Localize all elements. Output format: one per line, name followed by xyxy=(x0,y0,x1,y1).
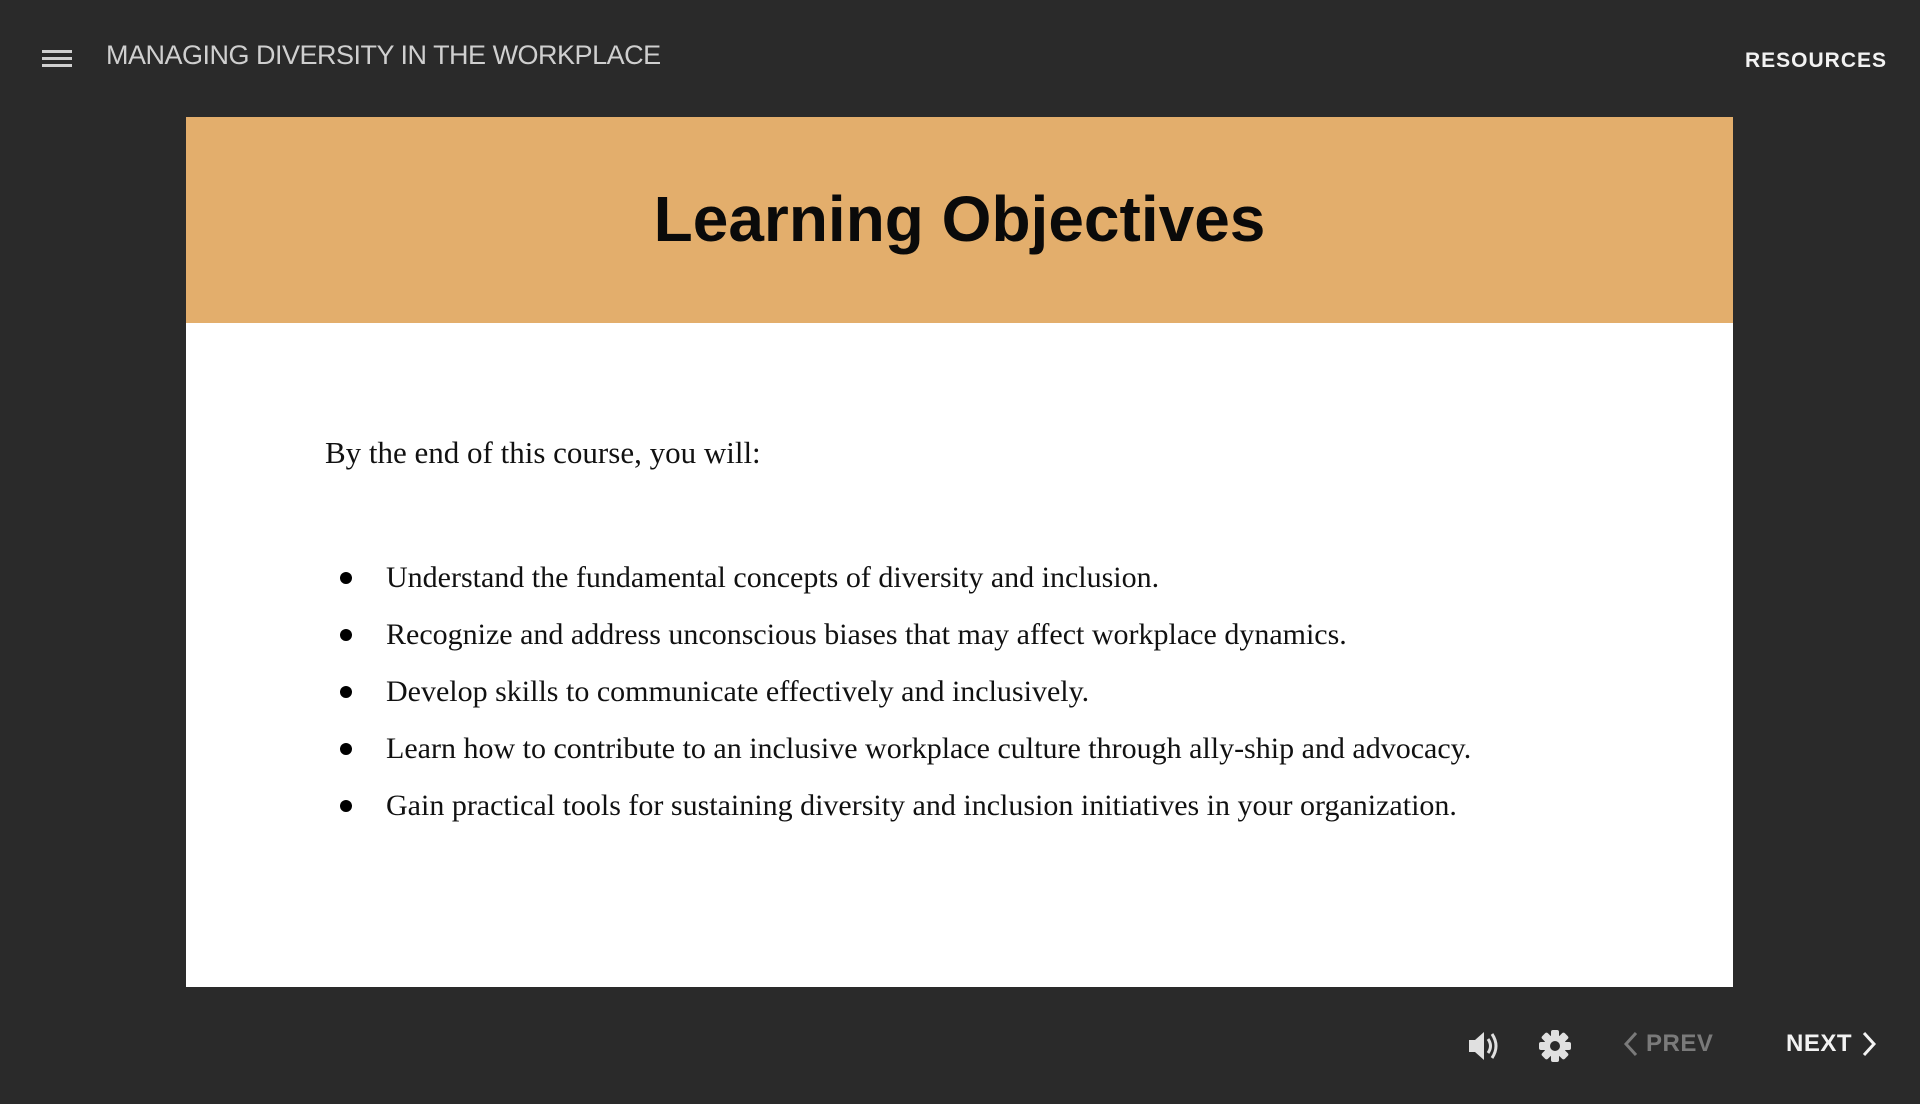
chevron-right-icon xyxy=(1860,1030,1878,1058)
bullet-icon xyxy=(340,572,352,584)
top-bar xyxy=(0,0,1920,116)
course-title: MANAGING DIVERSITY IN THE WORKPLACE xyxy=(106,40,661,70)
slide-content xyxy=(186,117,1733,987)
objective-text: Understand the fundamental concepts of diversity and inclusion. xyxy=(386,561,1160,594)
objective-item xyxy=(325,615,1471,672)
gear-icon xyxy=(1538,1029,1572,1063)
settings-button[interactable] xyxy=(1538,1029,1572,1063)
next-label: NEXT xyxy=(1786,1030,1853,1057)
prev-button[interactable] xyxy=(1622,1030,1713,1058)
objective-item xyxy=(325,786,1471,843)
prev-label: PREV xyxy=(1646,1030,1714,1057)
audio-button[interactable] xyxy=(1466,1028,1504,1064)
player-controls xyxy=(0,1000,1920,1104)
slide-intro-text: By the end of this course, you will: xyxy=(325,435,761,470)
objective-text: Develop skills to communicate effectively and inclusively. xyxy=(386,675,1090,708)
menu-button[interactable] xyxy=(38,44,78,76)
speaker-icon xyxy=(1466,1028,1504,1064)
bullet-icon xyxy=(340,743,352,755)
slide-title: Learning Objectives xyxy=(653,183,1266,255)
objectives-list xyxy=(325,558,1471,843)
objective-text: Learn how to contribute to an inclusive workplace culture through ally-ship and advocacy. xyxy=(386,732,1472,765)
bullet-icon xyxy=(340,629,352,641)
bullet-icon xyxy=(340,686,352,698)
bullet-icon xyxy=(340,800,352,812)
objective-text: Gain practical tools for sustaining diversity and inclusion initiatives in your organization. xyxy=(386,789,1457,822)
next-button[interactable] xyxy=(1786,1030,1878,1058)
objective-item xyxy=(325,558,1471,615)
slide-header-banner xyxy=(186,117,1733,323)
objective-item xyxy=(325,729,1471,786)
resources-button[interactable]: RESOURCES xyxy=(1744,49,1887,72)
objective-item xyxy=(325,672,1471,729)
chevron-left-icon xyxy=(1622,1030,1640,1058)
objective-text: Recognize and address unconscious biases that may affect workplace dynamics. xyxy=(386,618,1347,651)
